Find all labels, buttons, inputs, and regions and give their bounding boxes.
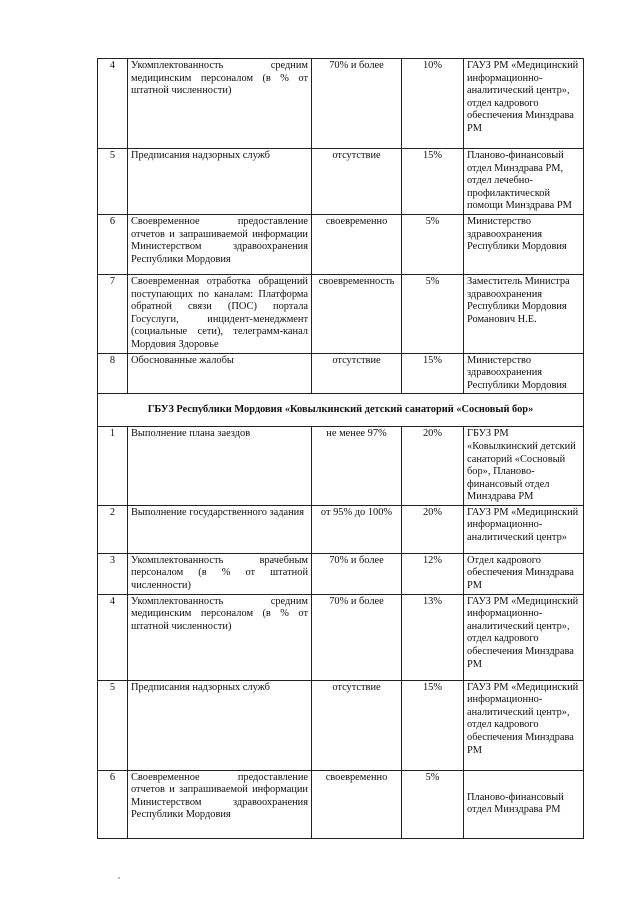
table-row [98,149,584,215]
table-row [98,353,584,394]
weight-cell: 15% [402,680,464,770]
weight-cell: 13% [402,594,464,680]
norm-cell: своевременность [312,274,402,353]
responsible-cell: ГАУЗ РМ «Медицинский информационно-аналитический центр», отдел кадрового обеспечения Минздрава РМ [464,680,584,770]
weight-cell: 20% [402,505,464,553]
weight-cell: 5% [402,214,464,274]
weight-cell: 5% [402,274,464,353]
weight-cell: 20% [402,427,464,506]
row-number: 6 [98,770,128,838]
responsible-cell: Отдел кадрового обеспечения Минздрава РМ [464,553,584,594]
indicator-cell: Обоснованные жалобы [128,353,312,394]
indicator-cell: Укомплектованность врачебным персоналом (в % от штатной численности) [128,553,312,594]
responsible-cell: ГБУЗ РМ «Ковылкинский детский санаторий «Сосновый бор», Планово-финансовый отдел Минздрава РМ [464,427,584,506]
table-row [98,274,584,353]
norm-cell: отсутствие [312,149,402,215]
table-row [98,680,584,770]
table-row [98,594,584,680]
norm-cell: отсутствие [312,353,402,394]
table-row [98,770,584,838]
indicator-cell: Выполнение плана заездов [128,427,312,506]
indicator-cell: Своевременное предоставление отчетов и запрашиваемой информации Министерством здравоохранения Республики Мордовия [128,214,312,274]
indicators-table [97,58,584,839]
responsible-cell: Министерство здравоохранения Республики Мордовия [464,353,584,394]
responsible-cell: Заместитель Министра здравоохранения Республики Мордовия Романович Н.Е. [464,274,584,353]
row-number: 1 [98,427,128,506]
responsible-cell: ГАУЗ РМ «Медицинский информационно-аналитический центр» [464,505,584,553]
responsible-cell: Министерство здравоохранения Республики Мордовия [464,214,584,274]
indicator-cell: Укомплектованность средним медицинским персоналом (в % от штатной численности) [128,59,312,149]
indicator-cell: Своевременное предоставление отчетов и запрашиваемой информации Министерством здравоохранения Республики Мордовия [128,770,312,838]
responsible-cell: ГАУЗ РМ «Медицинский информационно-аналитический центр», отдел кадрового обеспечения Минздрава РМ [464,594,584,680]
indicator-cell: Своевременная отработка обращений поступающих по каналам: Платформа обратной связи (ПОС) портала Госуслуги, инцидент-менеджмент (социальные сети), телеграмм-канал Мордовия Здоровье [128,274,312,353]
norm-cell: своевременно [312,770,402,838]
row-number: 8 [98,353,128,394]
norm-cell: своевременно [312,214,402,274]
table-row [98,505,584,553]
row-number: 4 [98,594,128,680]
row-number: 7 [98,274,128,353]
row-number: 5 [98,149,128,215]
row-number: 5 [98,680,128,770]
responsible-cell: ГАУЗ РМ «Медицинский информационно-аналитический центр», отдел кадрового обеспечения Минздрава РМ [464,59,584,149]
table-row [98,59,584,149]
indicator-cell: Выполнение государственного задания [128,505,312,553]
norm-cell: не менее 97% [312,427,402,506]
weight-cell: 12% [402,553,464,594]
table-row [98,553,584,594]
scan-speck [118,877,120,879]
section-title: ГБУЗ Республики Мордовия «Ковылкинский детский санаторий «Сосновый бор» [98,394,584,427]
norm-cell: 70% и более [312,594,402,680]
indicator-cell: Укомплектованность средним медицинским персоналом (в % от штатной численности) [128,594,312,680]
responsible-cell: Планово-финансовый отдел Минздрава РМ, отдел лечебно-профилактической помощи Минздрава РМ [464,149,584,215]
weight-cell: 10% [402,59,464,149]
indicator-cell: Предписания надзорных служб [128,680,312,770]
row-number: 2 [98,505,128,553]
row-number: 4 [98,59,128,149]
weight-cell: 5% [402,770,464,838]
norm-cell: от 95% до 100% [312,505,402,553]
weight-cell: 15% [402,353,464,394]
norm-cell: 70% и более [312,59,402,149]
row-number: 6 [98,214,128,274]
responsible-cell: Планово-финансовый отдел Минздрава РМ [464,770,584,838]
norm-cell: отсутствие [312,680,402,770]
section-header-row [98,394,584,427]
norm-cell: 70% и более [312,553,402,594]
row-number: 3 [98,553,128,594]
table-row [98,427,584,506]
table-row [98,214,584,274]
indicator-cell: Предписания надзорных служб [128,149,312,215]
weight-cell: 15% [402,149,464,215]
